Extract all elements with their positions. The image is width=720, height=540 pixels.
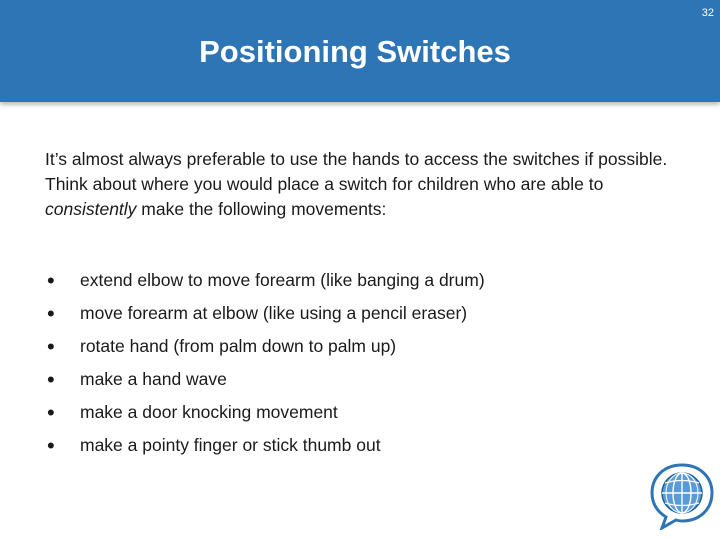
list-item-text: rotate hand (from palm down to palm up) — [80, 336, 397, 356]
bullet-icon: • — [47, 367, 55, 392]
slide-number: 32 — [701, 7, 714, 19]
intro-text-end: make the following movements: — [136, 199, 387, 219]
list-item-text: make a pointy finger or stick thumb out — [80, 435, 381, 455]
bullet-icon: • — [47, 334, 55, 359]
list-item-text: move forearm at elbow (like using a pencil eraser) — [80, 303, 468, 323]
slide-title: Positioning Switches — [199, 34, 511, 69]
list-item — [45, 264, 485, 297]
globe-speech-bubble-icon — [648, 462, 716, 530]
bullet-icon: • — [47, 301, 55, 326]
list-item — [45, 363, 485, 396]
bullet-icon: • — [47, 268, 55, 293]
list-item — [45, 396, 485, 429]
list-item — [45, 330, 485, 363]
intro-paragraph — [45, 147, 695, 222]
list-item-text: extend elbow to move forearm (like banging a drum) — [80, 270, 485, 290]
bullet-icon: • — [47, 433, 55, 458]
intro-emphasis: consistently — [45, 199, 137, 219]
list-item — [45, 297, 485, 330]
intro-text-start: It’s almost always preferable to use the hands to access the switches if possible. Think about where you would place a switch for children who are able to — [45, 149, 668, 194]
bullet-icon: • — [47, 400, 55, 425]
list-item-text: make a door knocking movement — [80, 402, 338, 422]
list-item-text: make a hand wave — [80, 369, 227, 389]
list-item — [45, 429, 485, 462]
movement-list — [45, 264, 485, 462]
